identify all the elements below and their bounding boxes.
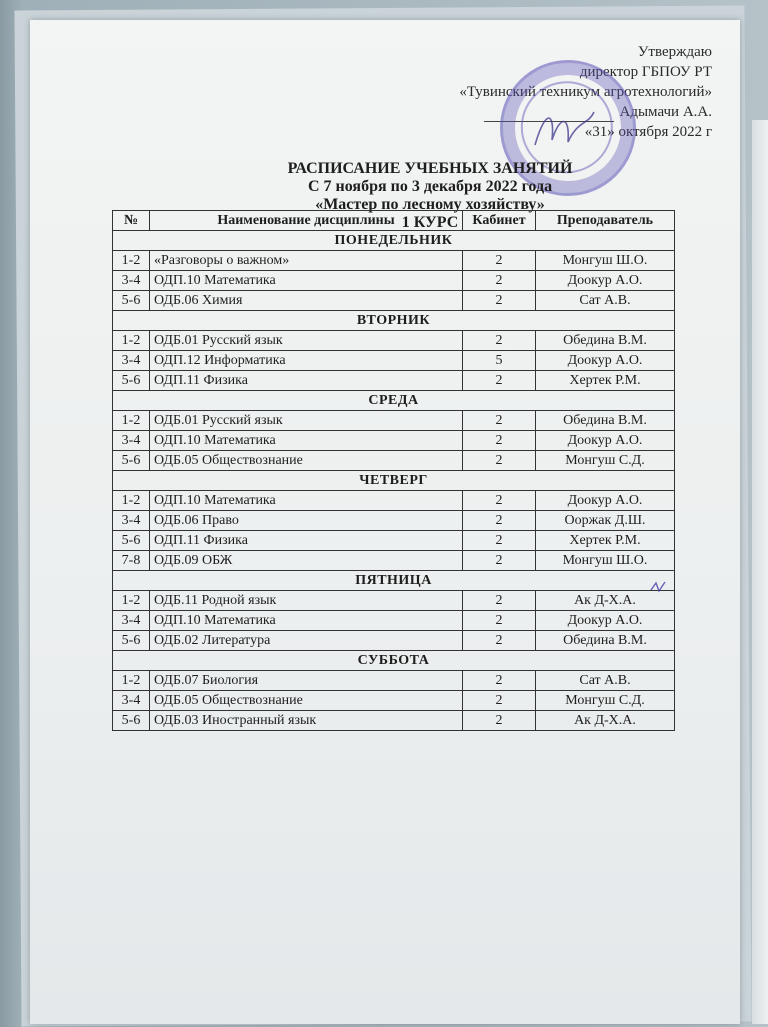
teacher-name: Монгуш С.Д.	[536, 691, 675, 711]
room-number: 2	[463, 711, 536, 731]
table-row	[113, 551, 675, 571]
subject-name: ОДБ.05 Обществознание	[150, 691, 463, 711]
lesson-number: 1-2	[113, 671, 150, 691]
header-subject: Наименование дисциплины	[150, 211, 463, 231]
room-number: 2	[463, 451, 536, 471]
teacher-name: Доокур А.О.	[536, 271, 675, 291]
lesson-number: 5-6	[113, 631, 150, 651]
room-number: 2	[463, 671, 536, 691]
subject-name: ОДБ.02 Литература	[150, 631, 463, 651]
room-number: 5	[463, 351, 536, 371]
subject-name: ОДП.11 Физика	[150, 371, 463, 391]
subject-name: «Разговоры о важном»	[150, 251, 463, 271]
schedule-table	[112, 210, 675, 731]
lesson-number: 5-6	[113, 451, 150, 471]
lesson-number: 5-6	[113, 371, 150, 391]
day-name: ЧЕТВЕРГ	[113, 471, 675, 491]
table-row	[113, 411, 675, 431]
lesson-number: 3-4	[113, 511, 150, 531]
room-number: 2	[463, 531, 536, 551]
lesson-number: 3-4	[113, 691, 150, 711]
subject-name: ОДБ.05 Обществознание	[150, 451, 463, 471]
room-number: 2	[463, 591, 536, 611]
room-number: 2	[463, 371, 536, 391]
subject-name: ОДП.10 Математика	[150, 491, 463, 511]
teacher-name: Хертек Р.М.	[536, 371, 675, 391]
director-name: Адымачи А.А.	[619, 104, 712, 120]
table-row	[113, 511, 675, 531]
table-row	[113, 591, 675, 611]
table-header-row	[113, 211, 675, 231]
lesson-number: 5-6	[113, 711, 150, 731]
teacher-name: Доокур А.О.	[536, 611, 675, 631]
lesson-number: 3-4	[113, 611, 150, 631]
table-row	[113, 451, 675, 471]
lesson-number: 1-2	[113, 251, 150, 271]
lesson-number: 5-6	[113, 291, 150, 311]
specialty-name: «Мастер по лесному хозяйству»	[315, 196, 545, 213]
subject-name: ОДП.10 Математика	[150, 611, 463, 631]
teacher-name: Обедина В.М.	[536, 331, 675, 351]
day-row	[113, 311, 675, 331]
table-row	[113, 491, 675, 511]
teacher-name: Обедина В.М.	[536, 631, 675, 651]
room-number: 2	[463, 631, 536, 651]
day-row	[113, 651, 675, 671]
approval-line-3: «Тувинский техникум агротехнологий»	[459, 84, 712, 100]
room-number: 2	[463, 271, 536, 291]
room-number: 2	[463, 431, 536, 451]
room-number: 2	[463, 331, 536, 351]
lesson-number: 7-8	[113, 551, 150, 571]
teacher-name: Доокур А.О.	[536, 351, 675, 371]
adjacent-sheet-edge	[752, 120, 768, 1024]
subject-name: ОДБ.06 Право	[150, 511, 463, 531]
day-name: СРЕДА	[113, 391, 675, 411]
lesson-number: 1-2	[113, 591, 150, 611]
approval-line-2: директор ГБПОУ РТ	[579, 64, 712, 80]
day-row	[113, 231, 675, 251]
teacher-name: Доокур А.О.	[536, 491, 675, 511]
lesson-number: 3-4	[113, 271, 150, 291]
table-row	[113, 371, 675, 391]
day-row	[113, 391, 675, 411]
subject-name: ОДБ.01 Русский язык	[150, 331, 463, 351]
table-row	[113, 611, 675, 631]
teacher-name: Обедина В.М.	[536, 411, 675, 431]
table-row	[113, 671, 675, 691]
document-title: РАСПИСАНИЕ УЧЕБНЫХ ЗАНЯТИЙ	[287, 160, 573, 177]
lesson-number: 1-2	[113, 411, 150, 431]
subject-name: ОДП.10 Математика	[150, 431, 463, 451]
room-number: 2	[463, 291, 536, 311]
header-teacher: Преподаватель	[536, 211, 675, 231]
table-row	[113, 331, 675, 351]
teacher-name: Ак Д-Х.А.	[536, 711, 675, 731]
lesson-number: 1-2	[113, 331, 150, 351]
teacher-name: Монгуш Ш.О.	[536, 251, 675, 271]
table-row	[113, 431, 675, 451]
course-label: 1 КУРС	[401, 214, 459, 231]
table-row	[113, 251, 675, 271]
subject-name: ОДП.10 Математика	[150, 271, 463, 291]
teacher-name: Ак Д-Х.А.	[536, 591, 675, 611]
header-room: Кабинет	[463, 211, 536, 231]
date-range: С 7 ноября по 3 декабря 2022 года	[307, 178, 553, 195]
teacher-name: Сат А.В.	[536, 291, 675, 311]
handwritten-signature	[530, 100, 600, 160]
subject-name: ОДП.11 Физика	[150, 531, 463, 551]
room-number: 2	[463, 551, 536, 571]
table-row	[113, 631, 675, 651]
lesson-number: 3-4	[113, 431, 150, 451]
teacher-name: Ооржак Д.Ш.	[536, 511, 675, 531]
schedule-body	[113, 231, 675, 731]
room-number: 2	[463, 491, 536, 511]
day-row	[113, 571, 675, 591]
header-number: №	[113, 211, 150, 231]
teacher-name: Доокур А.О.	[536, 431, 675, 451]
ink-mark	[648, 578, 670, 596]
room-number: 2	[463, 691, 536, 711]
teacher-name: Сат А.В.	[536, 671, 675, 691]
subject-name: ОДБ.07 Биология	[150, 671, 463, 691]
lesson-number: 3-4	[113, 351, 150, 371]
teacher-name: Хертек Р.М.	[536, 531, 675, 551]
room-number: 2	[463, 511, 536, 531]
room-number: 2	[463, 411, 536, 431]
table-row	[113, 531, 675, 551]
table-row	[113, 271, 675, 291]
subject-name: ОДП.12 Информатика	[150, 351, 463, 371]
subject-name: ОДБ.09 ОБЖ	[150, 551, 463, 571]
approval-line-1: Утверждаю	[637, 44, 712, 60]
table-row	[113, 711, 675, 731]
room-number: 2	[463, 611, 536, 631]
subject-name: ОДБ.11 Родной язык	[150, 591, 463, 611]
table-row	[113, 691, 675, 711]
lesson-number: 5-6	[113, 531, 150, 551]
teacher-name: Монгуш С.Д.	[536, 451, 675, 471]
table-row	[113, 291, 675, 311]
subject-name: ОДБ.03 Иностранный язык	[150, 711, 463, 731]
table-row	[113, 351, 675, 371]
subject-name: ОДБ.01 Русский язык	[150, 411, 463, 431]
day-name: ВТОРНИК	[113, 311, 675, 331]
lesson-number: 1-2	[113, 491, 150, 511]
day-row	[113, 471, 675, 491]
approval-date: «31» октября 2022 г	[584, 124, 712, 140]
day-name: СУББОТА	[113, 651, 675, 671]
day-name: ПОНЕДЕЛЬНИК	[113, 231, 675, 251]
teacher-name: Монгуш Ш.О.	[536, 551, 675, 571]
subject-name: ОДБ.06 Химия	[150, 291, 463, 311]
day-name: ПЯТНИЦА	[113, 571, 675, 591]
room-number: 2	[463, 251, 536, 271]
